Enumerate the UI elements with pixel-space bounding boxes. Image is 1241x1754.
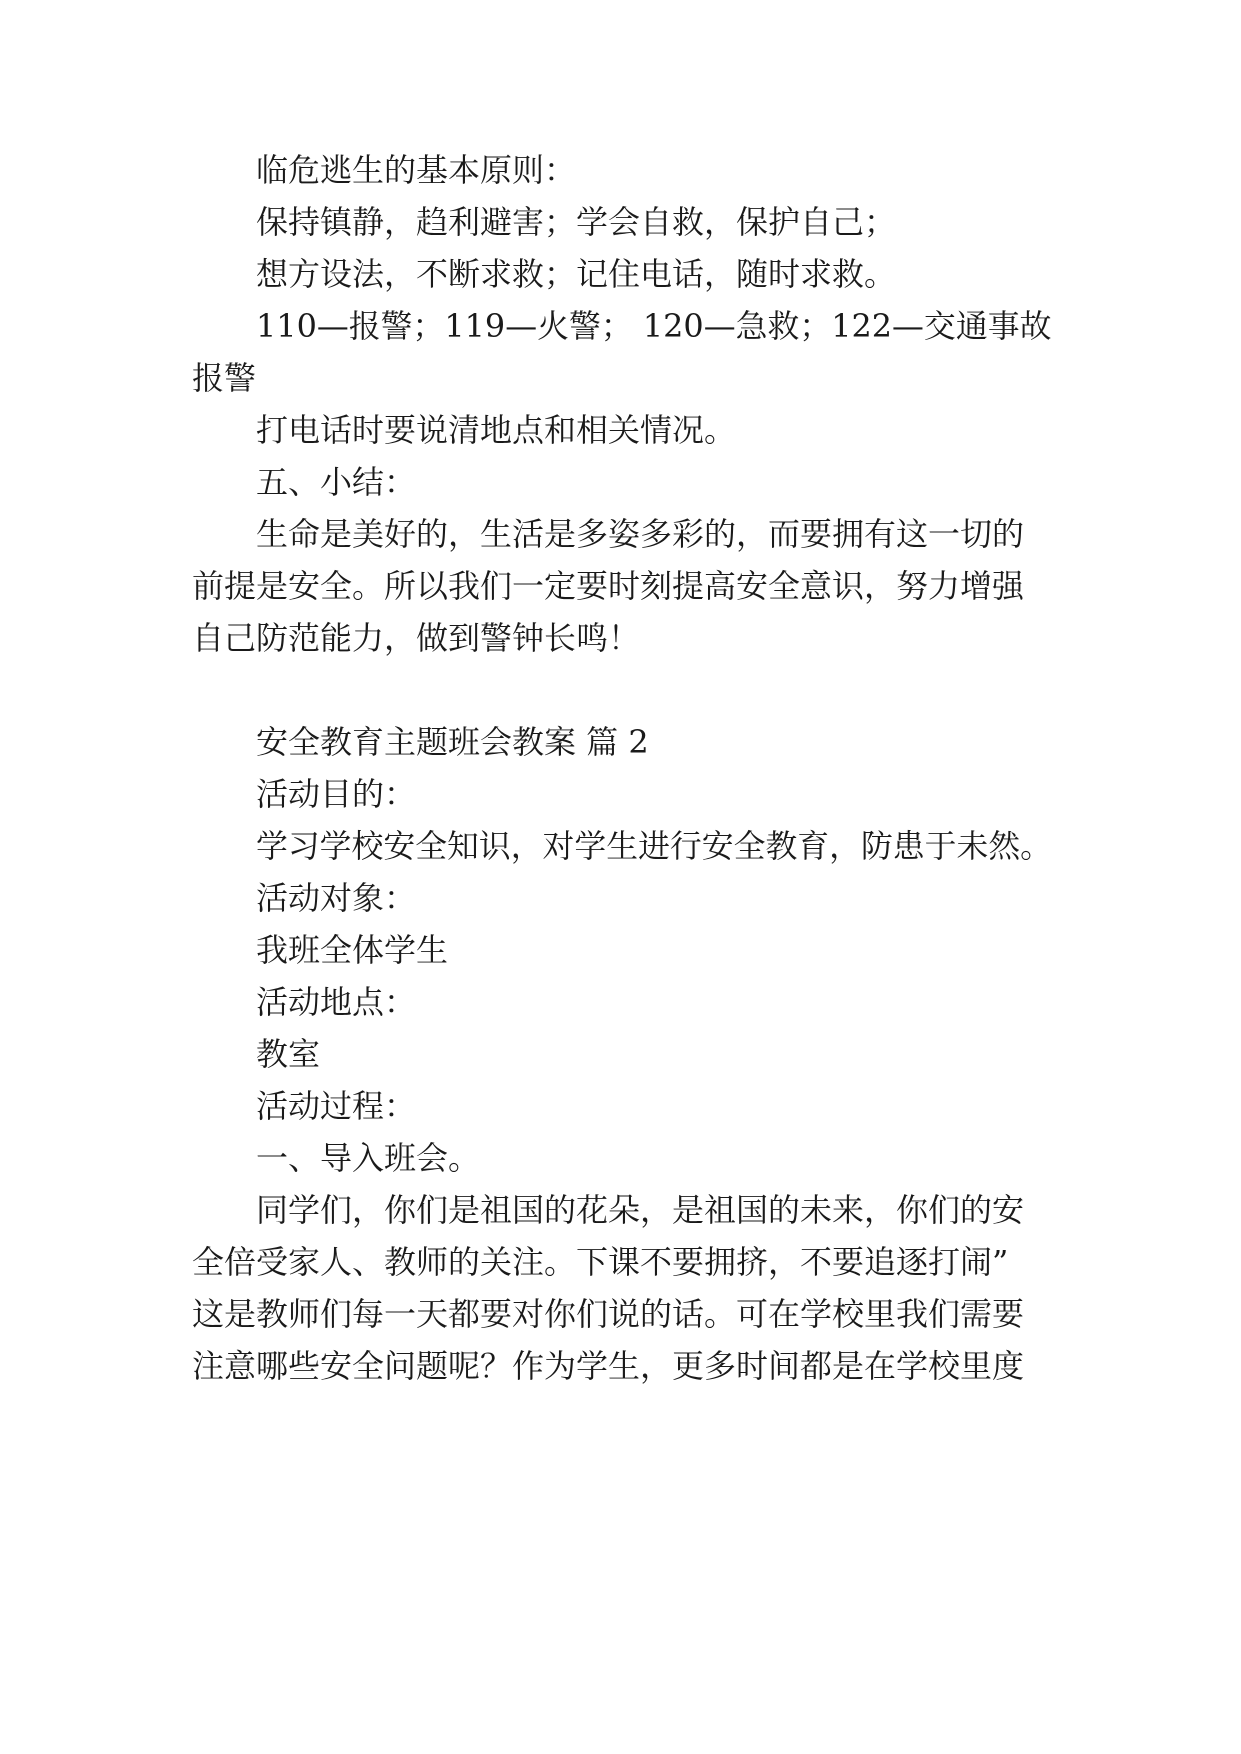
paragraph-line-1: 同学们，你们是祖国的花朵，是祖国的未来，你们的安 [256,1191,1025,1229]
target-heading: 活动对象： [256,879,417,917]
principles-heading: 临危逃生的基本原则： [256,151,577,189]
location-heading: 活动地点： [256,983,417,1021]
purpose-text: 学习学校安全知识，对学生进行安全教育，防患于未然。 [256,827,1053,865]
phone-numbers-line-1: 110—报警；119—火警； 120—急救；122—交通事故 [256,307,1052,345]
purpose-heading: 活动目的： [256,775,417,813]
section-title: 安全教育主题班会教案 篇 2 [256,723,649,761]
paragraph-line-3: 这是教师们每一天都要对你们说的话。可在学校里我们需要 [192,1295,1025,1333]
location-text: 教室 [256,1035,321,1073]
principle-2: 想方设法，不断求救；记住电话，随时求救。 [256,255,897,293]
call-tip: 打电话时要说清地点和相关情况。 [256,411,737,449]
process-heading: 活动过程： [256,1087,417,1125]
step-1-heading: 一、导入班会。 [256,1139,481,1177]
paragraph-line-2: 全倍受家人、教师的关注。下课不要拥挤，不要追逐打闹” [192,1243,1009,1281]
paragraph-line-4: 注意哪些安全问题呢？作为学生，更多时间都是在学校里度 [192,1347,1025,1385]
phone-numbers-line-2: 报警 [192,359,257,397]
summary-line-3: 自己防范能力，做到警钟长鸣！ [192,619,641,657]
summary-line-1: 生命是美好的，生活是多姿多彩的，而要拥有这一切的 [256,515,1025,553]
summary-line-2: 前提是安全。所以我们一定要时刻提高安全意识，努力增强 [192,567,1025,605]
target-text: 我班全体学生 [256,931,449,969]
summary-heading: 五、小结： [256,463,417,501]
principle-1: 保持镇静，趋利避害；学会自救，保护自己； [256,203,897,241]
